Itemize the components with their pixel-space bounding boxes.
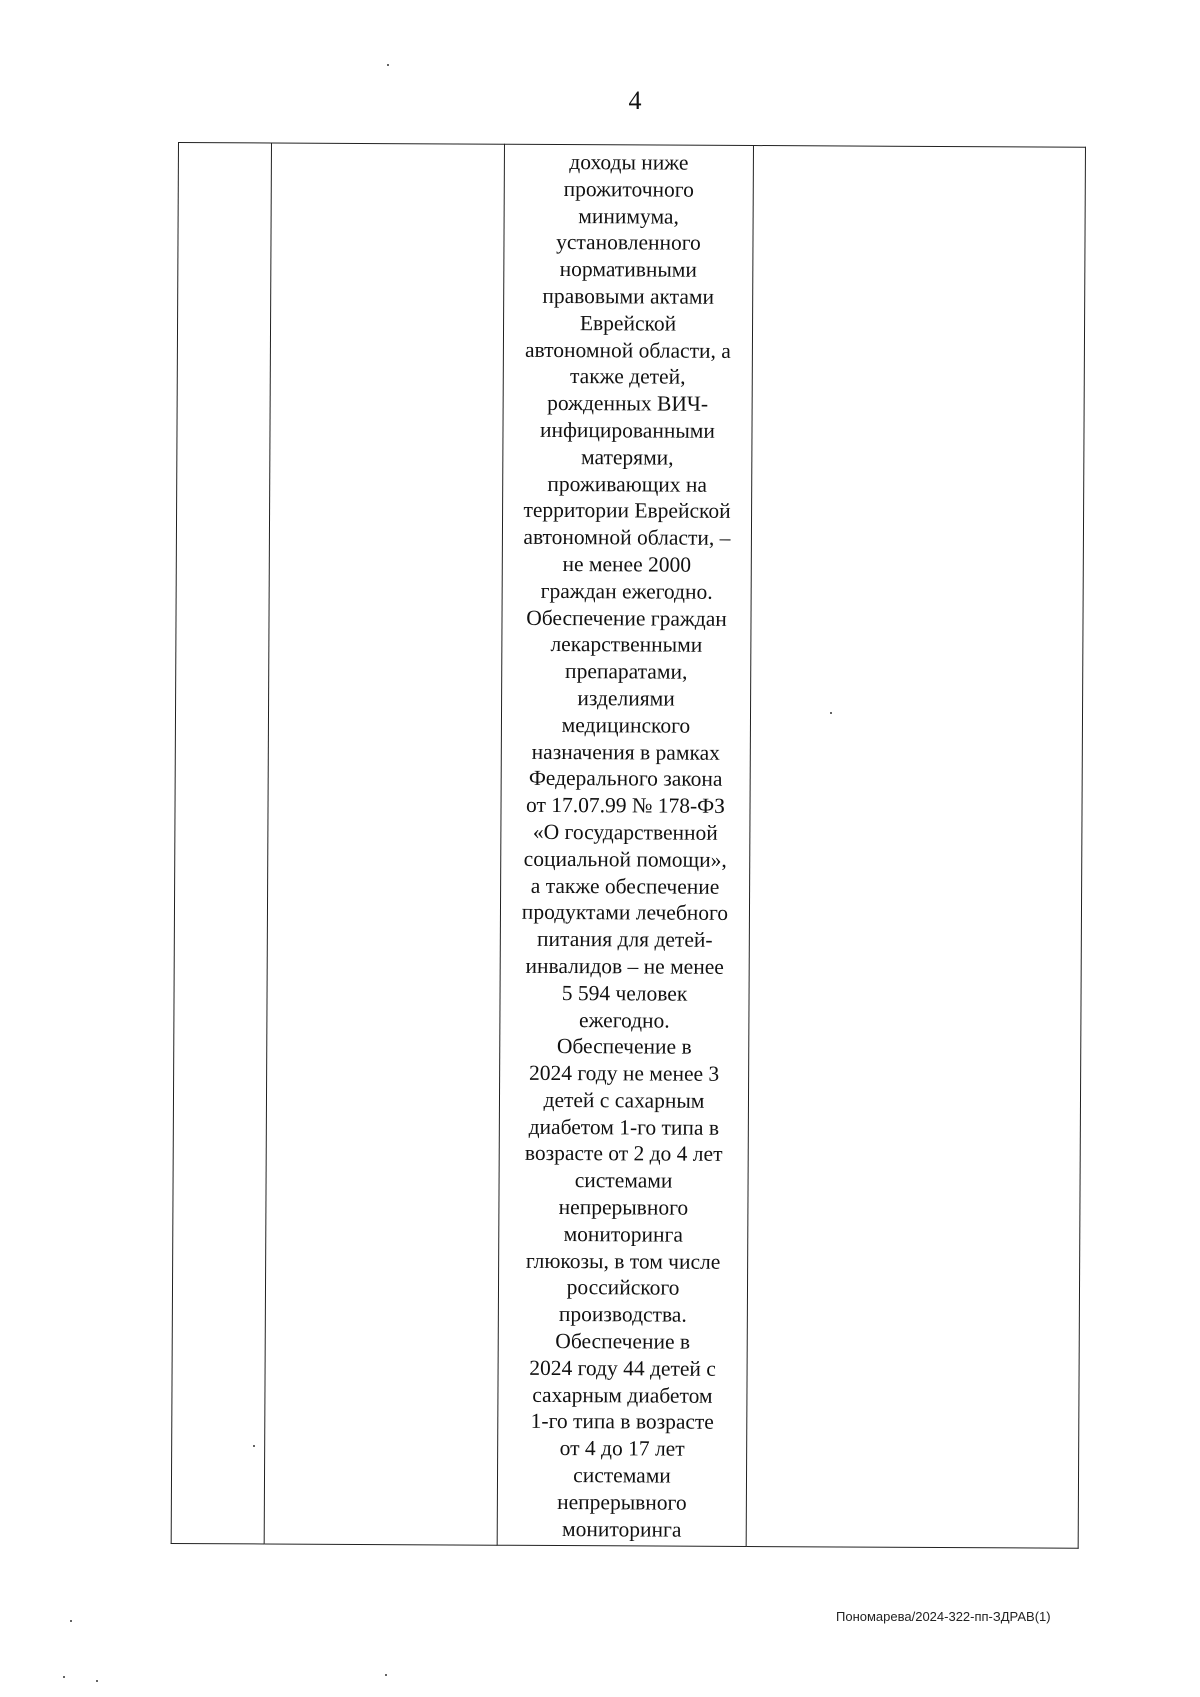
cell-text-line: доходы ниже — [569, 150, 689, 175]
cell-text-line: сахарным диабетом — [532, 1382, 713, 1408]
table-cell-col2 — [264, 143, 504, 1545]
cell-text-block — [498, 145, 753, 1544]
cell-text-line: а также обеспечение — [530, 873, 720, 899]
cell-text-line: Обеспечение в — [555, 1329, 691, 1354]
cell-text-line: медицинского — [561, 712, 691, 738]
cell-text-line: проживающих на — [547, 471, 708, 497]
cell-text-line: также детей, — [569, 364, 686, 390]
cell-text-line: автономной области, а — [524, 337, 731, 363]
cell-text-line: 2024 году 44 детей с — [529, 1355, 716, 1381]
cell-text-line: нормативными — [559, 257, 698, 282]
cell-text-line: установленного — [556, 230, 701, 256]
scan-speck — [96, 1680, 98, 1682]
cell-text-line: назначения в рамках — [531, 739, 720, 765]
cell-text-line: ежегодно. — [579, 1007, 670, 1033]
cell-text-line: детей с сахарным — [543, 1087, 705, 1113]
cell-text-line: не менее 2000 — [562, 551, 692, 577]
scan-speck — [385, 1674, 387, 1676]
cell-text-line: рожденных ВИЧ- — [547, 391, 709, 416]
cell-text-line: мониторинга — [561, 1516, 682, 1542]
cell-text-line: производства. — [558, 1302, 687, 1327]
cell-text-line: непрерывного — [557, 1489, 687, 1515]
cell-text-line: системами — [574, 1168, 673, 1193]
cell-text-line: питания для детей- — [537, 927, 713, 952]
table-row — [171, 143, 1085, 1549]
cell-text-line: 5 594 человек — [561, 980, 688, 1006]
cell-text-line: социальной помощи», — [523, 846, 727, 872]
cell-text-line: лекарственными — [550, 632, 703, 658]
cell-text-line: Обеспечение граждан — [526, 605, 727, 631]
table-cell-col1 — [171, 143, 271, 1544]
cell-text-line: продуктами лечебного — [521, 900, 729, 926]
cell-text-line: инфицированными — [539, 417, 716, 443]
page-number: 4 — [628, 86, 642, 115]
cell-text-line: от 4 до 17 лет — [559, 1436, 685, 1461]
scan-speck — [387, 64, 389, 66]
cell-text-line: правовыми актами — [542, 283, 715, 309]
cell-text-line: российского — [566, 1275, 680, 1301]
cell-text-line: диабетом 1-го типа в — [528, 1114, 720, 1140]
scan-speck — [63, 1676, 65, 1678]
cell-text-line: от 17.07.99 № 178-ФЗ — [526, 792, 726, 818]
cell-text-line: прожиточного — [563, 176, 694, 202]
cell-text-line: матерями, — [581, 444, 674, 470]
scan-speck — [70, 1620, 72, 1622]
cell-text-line: автономной области, – — [523, 524, 731, 551]
cell-text-line: 1-го типа в возрасте — [530, 1409, 714, 1435]
cell-text-line: непрерывного — [558, 1195, 689, 1220]
cell-text-line: 2024 году не менее 3 — [528, 1060, 720, 1086]
document-table — [171, 142, 1086, 1549]
cell-text-line: Федерального закона — [528, 766, 723, 792]
cell-text-line: граждан ежегодно. — [540, 578, 713, 604]
cell-text-line: системами — [573, 1463, 671, 1488]
cell-text-line: «О государственной — [532, 819, 718, 845]
cell-text-line: минимума, — [578, 203, 679, 229]
scan-speck — [830, 712, 832, 714]
cell-text-line: препаратами, — [565, 659, 688, 684]
table-cell-col3 — [497, 144, 753, 1546]
cell-text-line: Еврейской — [579, 310, 677, 336]
cell-text-line: изделиями — [577, 686, 675, 711]
cell-text-line: Обеспечение в — [556, 1034, 692, 1059]
scan-speck — [253, 1445, 255, 1447]
cell-text-line: территории Еврейской — [523, 498, 731, 524]
table-cell-col4 — [746, 146, 1085, 1549]
cell-text-line: мониторинга — [563, 1221, 684, 1247]
cell-text-line: глюкозы, в том числе — [525, 1248, 721, 1274]
cell-text-line: возрасте от 2 до 4 лет — [524, 1141, 723, 1167]
cell-text-line: инвалидов – не менее — [525, 953, 724, 979]
footer-document-reference: Пономарева/2024-322-пп-ЗДРАВ(1) — [836, 1609, 1051, 1624]
